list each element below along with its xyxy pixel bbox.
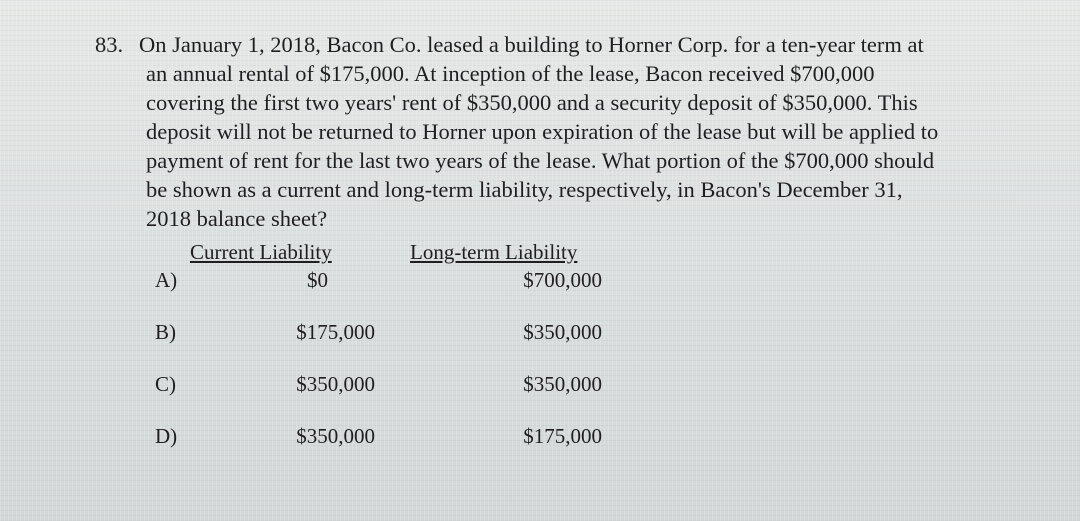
option-letter: B) [155, 320, 176, 344]
question-text-line: deposit will not be returned to Horner upon expiration of the lease but will be applied to [146, 119, 939, 144]
option-current-value: $0 [307, 268, 328, 292]
option-current-value: $350,000 [296, 372, 375, 396]
option-letter: C) [155, 372, 176, 396]
option-current-value: $350,000 [296, 424, 375, 448]
option-letter: A) [155, 268, 178, 292]
option-longterm-value: $175,000 [523, 424, 602, 448]
question-number: 83. [95, 32, 124, 57]
answer-option-d[interactable] [0, 424, 700, 454]
answer-option-b[interactable] [0, 320, 700, 350]
question-text-line: covering the first two years' rent of $350,000 and a security deposit of $350,000. This [146, 90, 918, 115]
question-text-line: be shown as a current and long-term liability, respectively, in Bacon's December 31, [146, 177, 903, 202]
option-longterm-value: $350,000 [523, 372, 602, 396]
longterm-liability-header: Long-term Liability [410, 240, 578, 264]
question-text-line: payment of rent for the last two years of the lease. What portion of the $700,000 should [146, 148, 935, 173]
question-text-line: On January 1, 2018, Bacon Co. leased a building to Horner Corp. for a ten-year term at [139, 32, 924, 57]
option-letter: D) [155, 424, 178, 448]
answer-option-a[interactable] [0, 268, 700, 298]
option-longterm-value: $700,000 [523, 268, 602, 292]
question-text-line: 2018 balance sheet? [146, 206, 328, 231]
current-liability-header: Current Liability [190, 240, 332, 264]
option-longterm-value: $350,000 [523, 320, 602, 344]
question-text-line: an annual rental of $175,000. At inception of the lease, Bacon received $700,000 [146, 61, 875, 86]
answer-option-c[interactable] [0, 372, 700, 402]
option-current-value: $175,000 [296, 320, 375, 344]
